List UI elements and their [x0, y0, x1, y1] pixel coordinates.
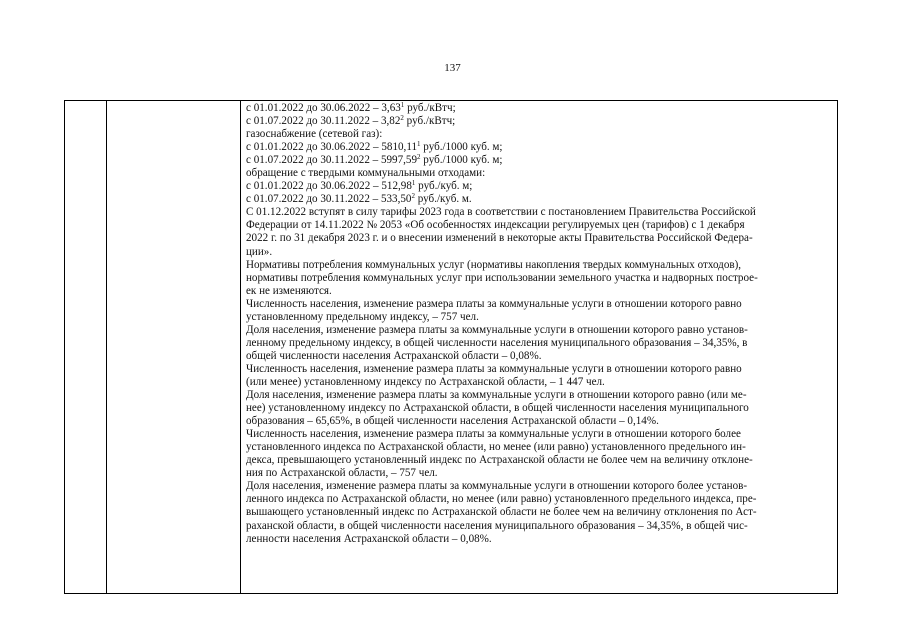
table-frame [64, 100, 838, 594]
tariff-unit: руб./1000 куб. м; [420, 141, 503, 154]
tariff-line [246, 128, 828, 141]
paragraph [246, 480, 828, 545]
tariff-unit: руб./куб. м; [415, 180, 473, 193]
text-line: ния по Астраханской области, – 757 чел. [246, 467, 438, 480]
tariff-line [246, 102, 828, 115]
paragraph-list [246, 206, 828, 545]
footnote-marker: 1 [417, 140, 421, 149]
column-divider-2 [240, 101, 241, 593]
paragraph [246, 428, 828, 480]
text-line: образования – 65,65%, в общей численности населения Астраханской области – 0,14%. [246, 415, 659, 428]
text-line: Численность населения, изменение размера платы за коммунальные услуги в отношении которого равно [246, 297, 742, 310]
text-line: (или менее) установленному индексу по Астраханской области, – 1 447 чел. [246, 375, 605, 388]
table-cell-content [246, 102, 828, 546]
tariff-text: с 01.01.2022 до 30.06.2022 – 512,98 [246, 180, 412, 193]
paragraph [246, 363, 828, 389]
column-divider-1 [106, 101, 107, 593]
text-line: ленности населения Астраханской области – 0,08%. [246, 532, 492, 545]
page-number: 137 [444, 62, 461, 74]
footnote-marker: 2 [417, 153, 421, 162]
text-line: ции». [246, 245, 273, 258]
text-line: общей численности населения Астраханской области – 0,08%. [246, 349, 542, 362]
text-line: раханской области, в общей численности населения муниципального образования – 34,35%, в общей чис- [246, 519, 748, 532]
tariff-list [246, 102, 828, 206]
text-line: нормативы потребления коммунальных услуг при использовании земельного участка и надворных построе- [246, 271, 758, 284]
text-line: Доля населения, изменение размера платы за коммунальные услуги в отношении которого равно установ- [246, 323, 748, 336]
text-line: С 01.12.2022 вступят в силу тарифы 2023 года в соответствии с постановлением Правительства Российской [246, 206, 756, 219]
tariff-line [246, 167, 828, 180]
paragraph [246, 389, 828, 428]
tariff-line [246, 115, 828, 128]
tariff-unit: руб./кВтч; [404, 102, 456, 114]
tariff-text: с 01.01.2022 до 30.06.2022 – 5810,11 [246, 141, 418, 154]
footnote-marker: 2 [400, 114, 404, 123]
text-line: декса, превышающего установленный индекс по Астраханской области не более чем на величину отклоне- [246, 454, 753, 467]
tariff-text: с 01.07.2022 до 30.11.2022 – 5997,59 [246, 154, 418, 167]
tariff-text: с 01.07.2022 до 30.11.2022 – 533,50 [246, 193, 412, 206]
text-line: Доля населения, изменение размера платы за коммунальные услуги в отношении которого равно (или ме- [246, 389, 747, 402]
paragraph [246, 206, 828, 258]
text-line: ек не изменяются. [246, 284, 332, 297]
tariff-line [246, 180, 828, 193]
tariff-text: с 01.07.2022 до 30.11.2022 – 3,82 [246, 115, 401, 128]
text-line: Нормативы потребления коммунальных услуг (нормативы накопления твердых коммунальных отходов), [246, 258, 742, 271]
text-line: нее) установленному индексу по Астраханской области, в общей численности населения муниципального [246, 402, 749, 415]
footnote-marker: 2 [411, 192, 415, 201]
tariff-unit: руб./куб. м. [414, 193, 472, 206]
tariff-unit: руб./кВтч; [403, 115, 456, 128]
footnote-marker: 1 [400, 101, 405, 109]
text-line: Численность населения, изменение размера платы за коммунальные услуги в отношении которого более [246, 428, 741, 441]
text-line: Численность населения, изменение размера платы за коммунальные услуги в отношении которого равно [246, 362, 742, 375]
text-line: ленному предельному индексу, в общей численности населения муниципального образования – 34,35%, в [246, 336, 748, 349]
text-line: Доля населения, изменение размера платы за коммунальные услуги в отношении которого более установ- [246, 480, 748, 493]
text-line: установленному предельному индексу, – 757 чел. [246, 310, 479, 323]
tariff-line [246, 154, 828, 167]
text-line: установленного индекса по Астраханской области, но менее (или равно) установленного предельного ин- [246, 441, 746, 454]
text-line: ленного индекса по Астраханской области, но менее (или равно) установленного предельного индекса, пре- [246, 493, 757, 506]
tariff-unit: руб./1000 куб. м; [420, 154, 503, 167]
tariff-text: газоснабжение (сетевой газ): [246, 128, 383, 141]
tariff-text: обращение с твердыми коммунальными отходами: [246, 167, 486, 180]
tariff-line [246, 193, 828, 206]
text-line: 2022 г. по 31 декабря 2023 г. и о внесении изменений в некоторые акты Правительства Российской Федера- [246, 232, 753, 245]
tariff-line [246, 141, 828, 154]
tariff-text: с 01.01.2022 до 30.06.2022 – 3,63 [246, 102, 401, 114]
text-line: вышающего установленный индекс по Астраханской области не более чем на величину отклонения по Аст- [246, 506, 757, 519]
paragraph [246, 324, 828, 363]
paragraph [246, 259, 828, 298]
text-line: Федерации от 14.11.2022 № 2053 «Об особенностях индексации регулируемых цен (тарифов) с 1 декабря [246, 219, 745, 232]
footnote-marker: 1 [411, 179, 416, 188]
paragraph [246, 298, 828, 324]
